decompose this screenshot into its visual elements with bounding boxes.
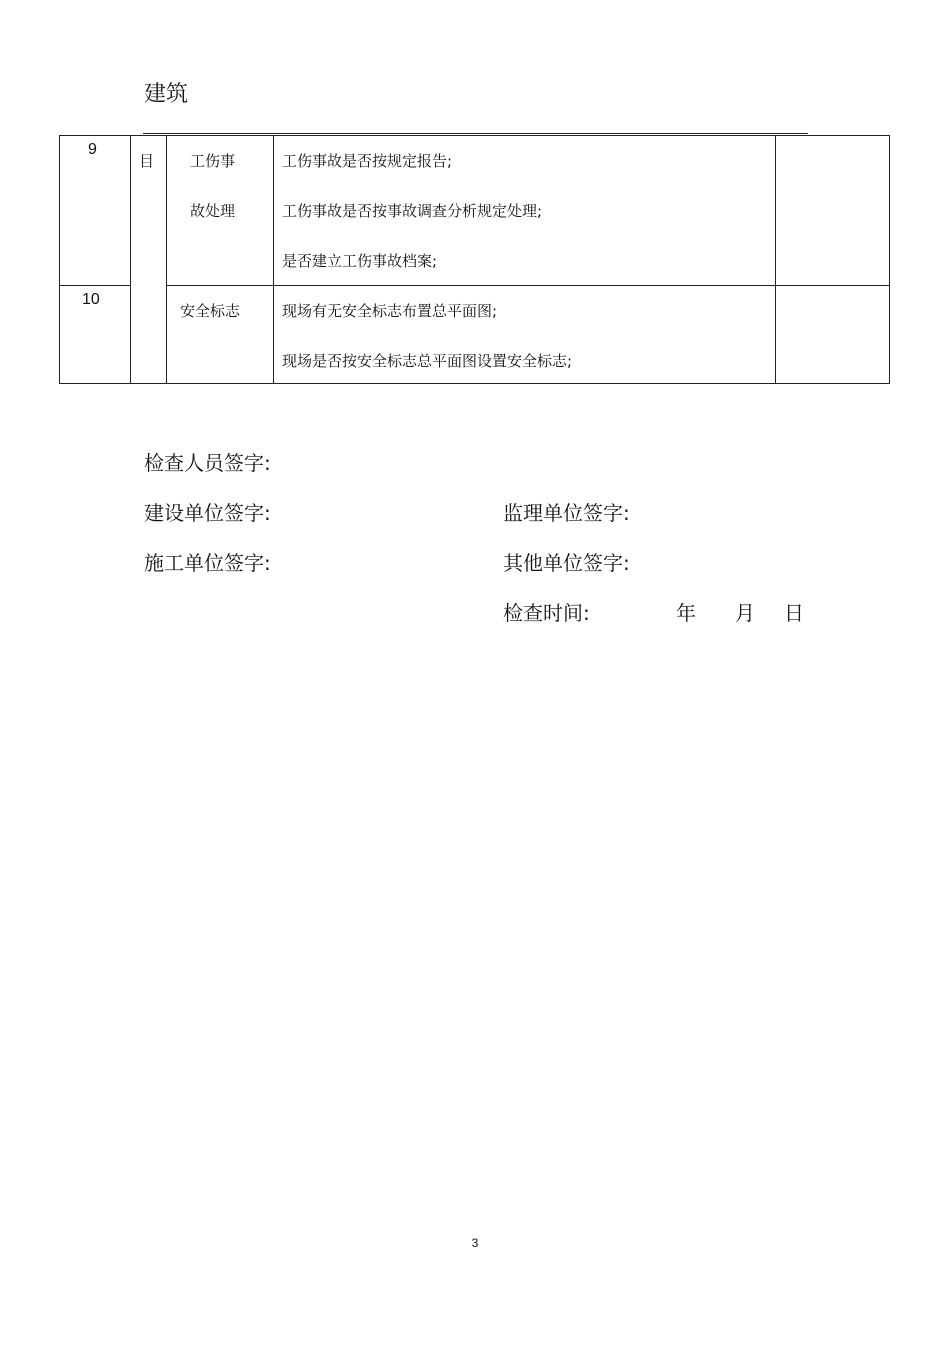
col-border-0: [59, 135, 60, 383]
col-border-3: [273, 135, 274, 383]
col-border-5: [889, 135, 890, 383]
month-label: 月: [735, 601, 755, 625]
inspector-signature-label: 检查人员签字:: [144, 451, 271, 475]
col-border-2: [166, 135, 167, 383]
check-item: 现场有无安全标志布置总平面图;: [282, 302, 498, 320]
check-item: 工伤事故是否按规定报告;: [282, 152, 453, 170]
page-number: 3: [471, 1236, 479, 1250]
row-number: 10: [82, 291, 100, 308]
check-item: 工伤事故是否按事故调查分析规定处理;: [282, 202, 543, 220]
col-border-1: [130, 135, 131, 383]
col-border-4: [775, 135, 776, 383]
supervision-unit-signature-label: 监理单位签字:: [503, 501, 630, 525]
construction-unit-signature-label: 建设单位签字:: [144, 501, 271, 525]
item-name-line-1: 工伤事: [190, 152, 236, 170]
item-name: 安全标志: [180, 302, 241, 320]
item-name-line-2: 故处理: [190, 202, 236, 220]
header-title: 建筑: [144, 82, 189, 107]
builder-unit-signature-label: 施工单位签字:: [144, 551, 271, 575]
table-top-border: [59, 135, 890, 136]
row-number: 9: [88, 141, 97, 158]
year-label: 年: [676, 601, 696, 625]
check-item: 现场是否按安全标志总平面图设置安全标志;: [282, 352, 573, 370]
row-divider-2: [166, 285, 890, 286]
check-item: 是否建立工伤事故档案;: [282, 252, 438, 270]
other-unit-signature-label: 其他单位签字:: [503, 551, 630, 575]
table-bottom-border: [59, 383, 890, 384]
group-label: 目: [139, 152, 155, 170]
day-label: 日: [784, 601, 804, 625]
header-rule: [143, 133, 808, 134]
row-divider-1: [59, 285, 131, 286]
inspection-time-label: 检查时间:: [503, 601, 590, 625]
